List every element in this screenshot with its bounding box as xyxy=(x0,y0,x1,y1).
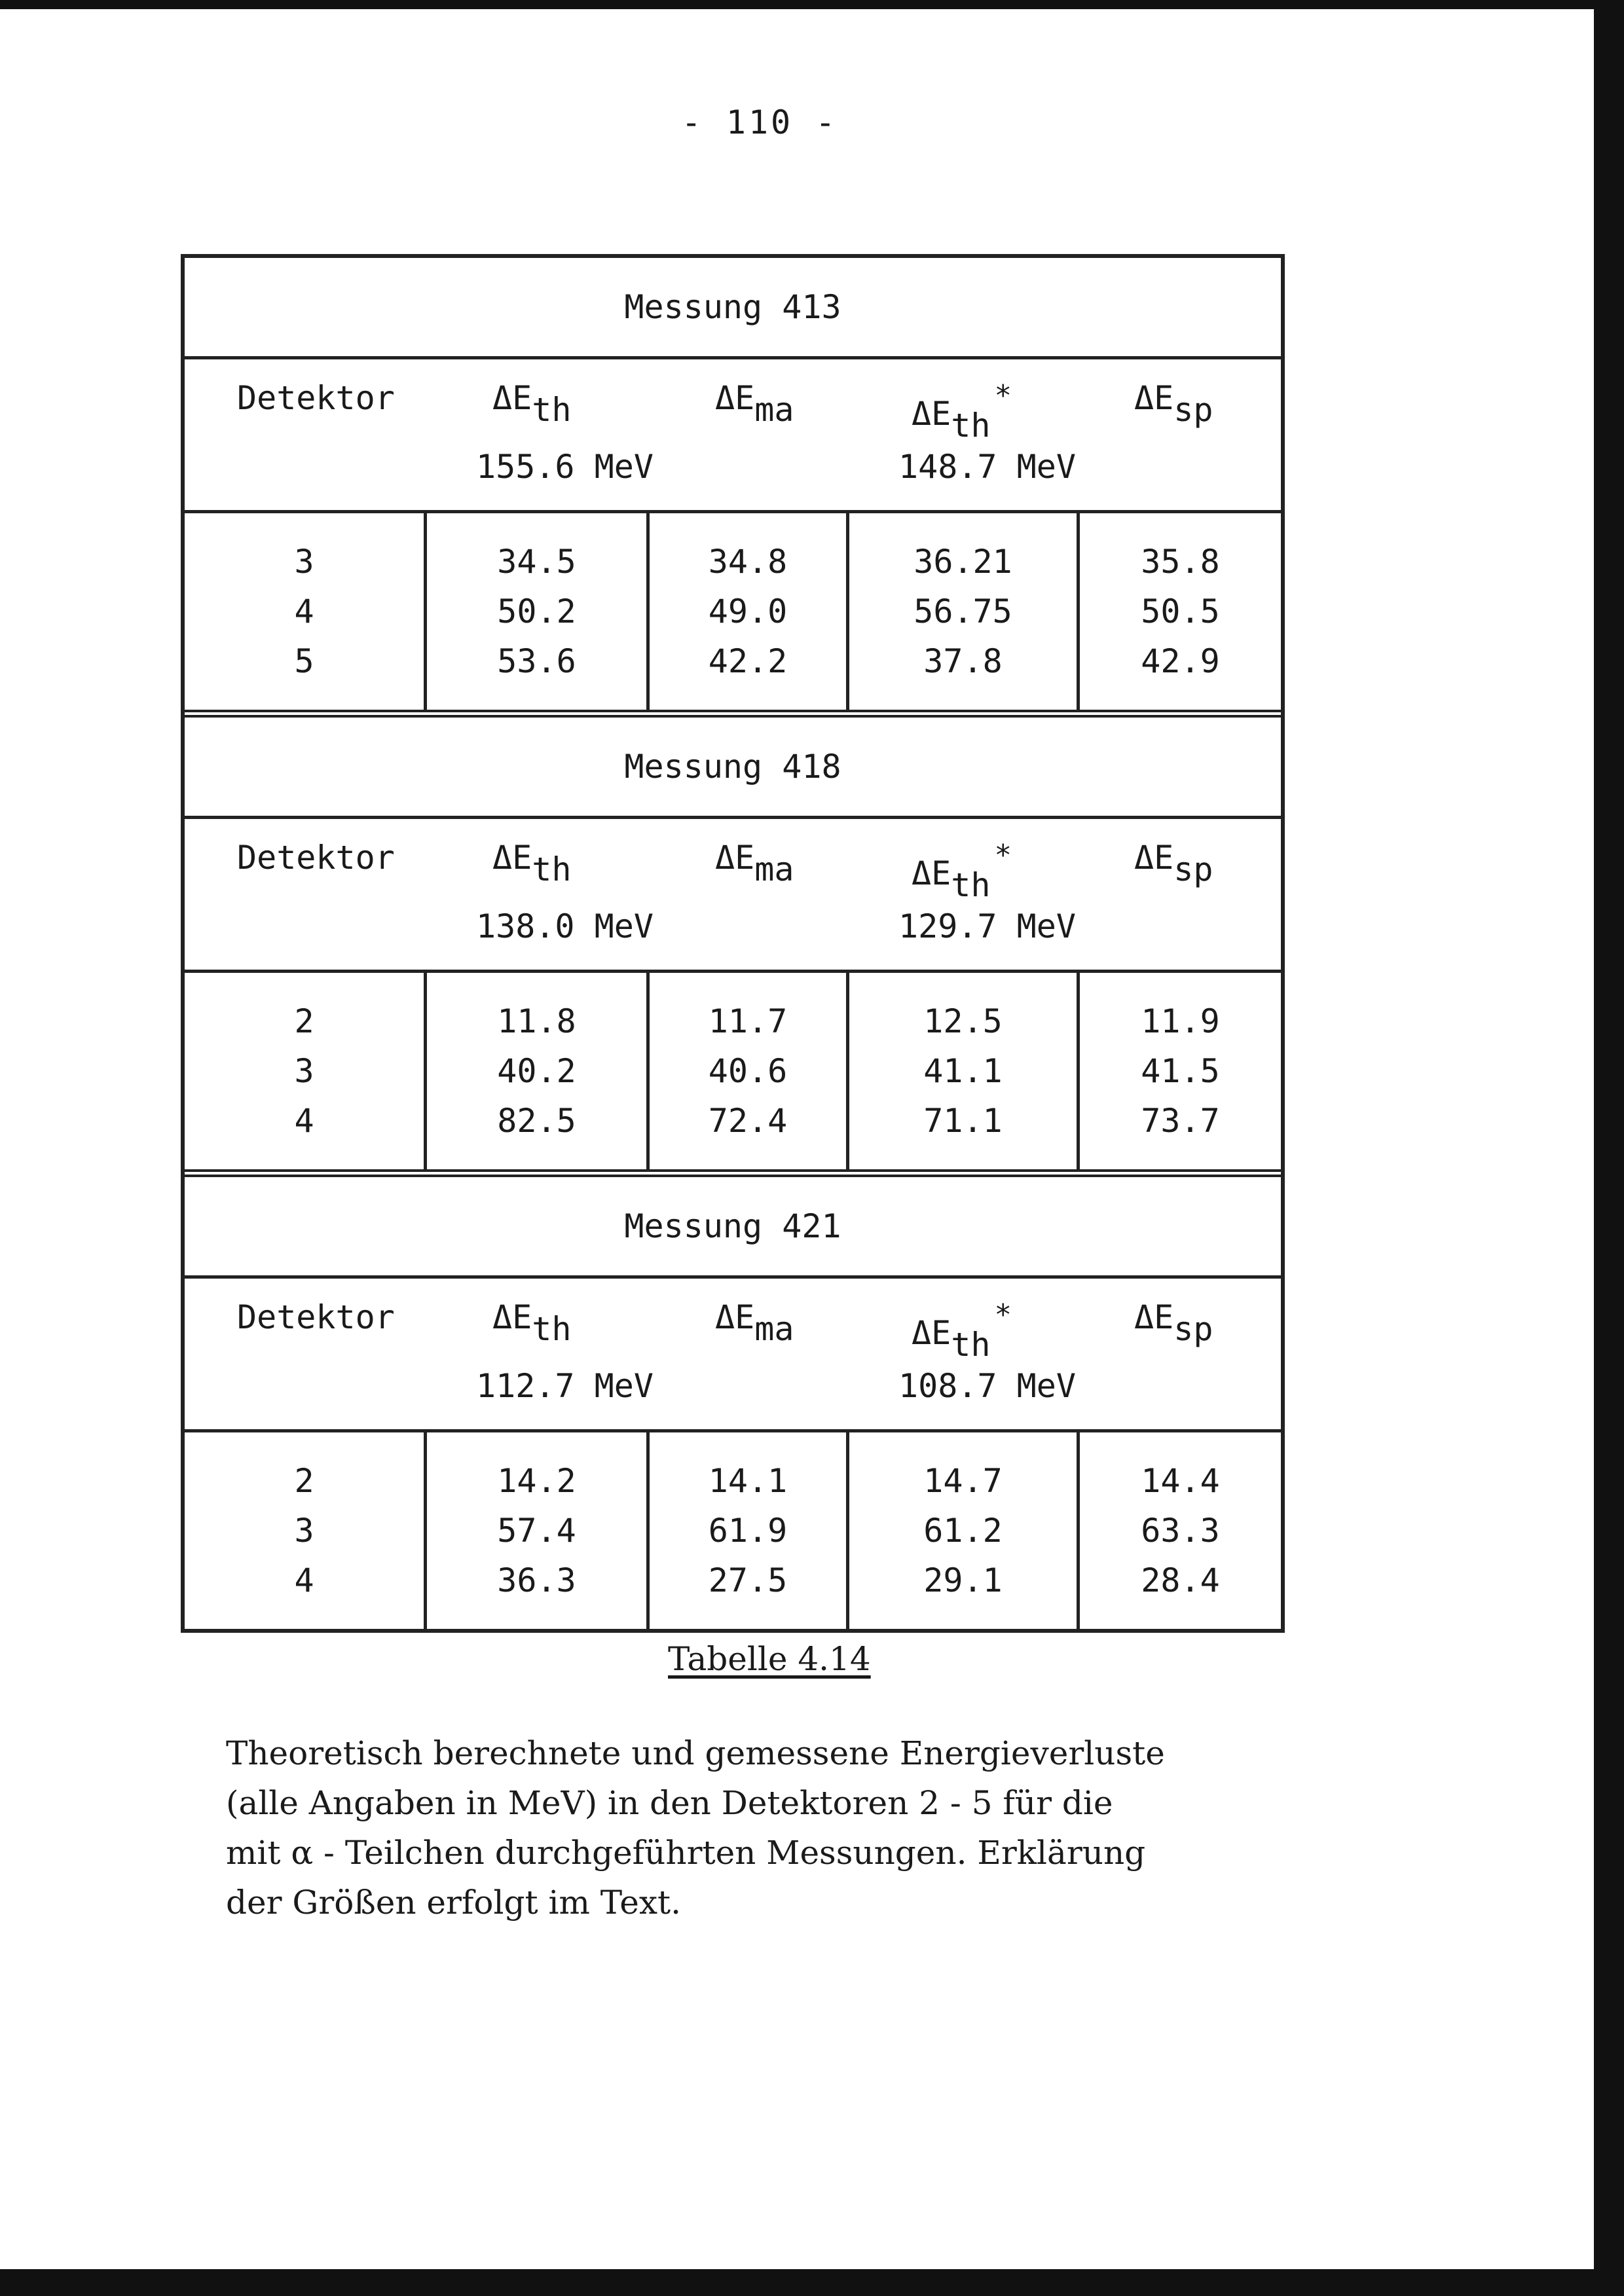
table-cell-value: 4 xyxy=(294,1561,314,1599)
header-e-th-star xyxy=(912,379,1012,445)
subscript: sp xyxy=(1173,1310,1213,1348)
energy-symbol: E xyxy=(931,854,951,892)
energy-symbol: E xyxy=(735,839,755,877)
delta-symbol: Δ xyxy=(1134,1298,1154,1336)
header-e-th xyxy=(492,839,571,888)
e-ma-column xyxy=(650,1432,849,1629)
asterisk: * xyxy=(994,1298,1012,1332)
table-cell-value: 2 xyxy=(294,1002,314,1040)
header-detektor: Detektor xyxy=(237,839,395,877)
table-cell-value: 4 xyxy=(294,592,314,630)
table-cell-value: 63.3 xyxy=(1141,1512,1220,1550)
delta-symbol: Δ xyxy=(492,1298,513,1336)
header-e-th-star xyxy=(912,1298,1012,1364)
description-line: der Größen erfolgt im Text. xyxy=(226,1884,682,1922)
subscript: sp xyxy=(1173,391,1213,429)
header-e-th xyxy=(492,379,571,429)
e-th-column xyxy=(427,973,650,1169)
e-th-star-column xyxy=(849,973,1080,1169)
table-cell-value: 71.1 xyxy=(923,1102,1003,1140)
description-line: Theoretisch berechnete und gemessene Energieverluste xyxy=(226,1734,1165,1772)
table-cell-value: 14.4 xyxy=(1141,1462,1220,1500)
e-sp-column xyxy=(1080,1432,1281,1629)
table-cell-value: 61.9 xyxy=(708,1512,788,1550)
table-cell-value: 49.0 xyxy=(708,592,788,630)
measurement-block xyxy=(185,258,1281,710)
header-e-sp xyxy=(1134,1298,1213,1348)
table-cell-value: 50.2 xyxy=(497,592,576,630)
delta-symbol: Δ xyxy=(912,1314,932,1352)
table-cell-value: 56.75 xyxy=(913,592,1012,630)
subscript: th xyxy=(951,866,991,904)
scan-edge-right xyxy=(1594,0,1624,2296)
table-cell-value: 34.8 xyxy=(708,543,788,581)
asterisk: * xyxy=(994,839,1012,872)
e-th-star-column xyxy=(849,513,1080,710)
page-number: - 110 - xyxy=(681,103,838,141)
table-cell-value: 50.5 xyxy=(1141,592,1220,630)
description-line: mit α - Teilchen durchgeführten Messungen. Erklärung xyxy=(226,1834,1146,1872)
detector-column xyxy=(185,513,427,710)
e-th-column xyxy=(427,1432,650,1629)
delta-symbol: Δ xyxy=(715,379,735,417)
table-cell-value: 2 xyxy=(294,1462,314,1500)
measurement-title: Messung 418 xyxy=(185,718,1281,819)
header-detektor: Detektor xyxy=(237,1298,395,1336)
energy-symbol: E xyxy=(1154,379,1174,417)
delta-symbol: Δ xyxy=(492,839,513,877)
table-cell-value: 3 xyxy=(294,543,314,581)
measurement-block xyxy=(185,1169,1281,1629)
energy-symbol: E xyxy=(735,1298,755,1336)
subscript: ma xyxy=(754,391,794,429)
table-cell-value: 37.8 xyxy=(923,642,1003,680)
e-sp-column xyxy=(1080,513,1281,710)
table-cell-value: 40.2 xyxy=(497,1052,576,1090)
e-th-column xyxy=(427,513,650,710)
header-energy-th-star: 148.7 MeV xyxy=(898,448,1076,486)
table-cell-value: 34.5 xyxy=(497,543,576,581)
table-description xyxy=(226,1728,1300,1927)
subscript: sp xyxy=(1173,850,1213,888)
header-e-sp xyxy=(1134,379,1213,429)
subscript: th xyxy=(532,850,572,888)
asterisk: * xyxy=(994,379,1012,412)
table-cell-value: 12.5 xyxy=(923,1002,1003,1040)
table-cell-value: 14.1 xyxy=(708,1462,788,1500)
table-cell-value: 40.6 xyxy=(708,1052,788,1090)
header-energy-th-star: 129.7 MeV xyxy=(898,907,1076,945)
table-cell-value: 11.7 xyxy=(708,1002,788,1040)
delta-symbol: Δ xyxy=(715,839,735,877)
measurement-title: Messung 421 xyxy=(185,1177,1281,1279)
header-energy-th-star: 108.7 MeV xyxy=(898,1367,1076,1405)
header-e-ma xyxy=(715,1298,794,1348)
table-cell-value: 53.6 xyxy=(497,642,576,680)
table-cell-value: 82.5 xyxy=(497,1102,576,1140)
table-cell-value: 11.9 xyxy=(1141,1002,1220,1040)
table-cell-value: 36.21 xyxy=(913,543,1012,581)
energy-symbol: E xyxy=(931,1314,951,1352)
table-cell-value: 41.1 xyxy=(923,1052,1003,1090)
table-cell-value: 72.4 xyxy=(708,1102,788,1140)
delta-symbol: Δ xyxy=(1134,839,1154,877)
subscript: th xyxy=(951,1326,991,1364)
delta-symbol: Δ xyxy=(912,854,932,892)
header-energy-th: 112.7 MeV xyxy=(476,1367,654,1405)
values-row xyxy=(185,973,1281,1169)
table-cell-value: 28.4 xyxy=(1141,1561,1220,1599)
e-ma-column xyxy=(650,973,849,1169)
header-e-sp xyxy=(1134,839,1213,888)
header-e-th xyxy=(492,1298,571,1348)
header-e-th-star xyxy=(912,839,1012,904)
header-e-ma xyxy=(715,839,794,888)
table-cell-value: 35.8 xyxy=(1141,543,1220,581)
table-cell-value: 14.2 xyxy=(497,1462,576,1500)
table-cell-value: 41.5 xyxy=(1141,1052,1220,1090)
scan-edge-bottom xyxy=(0,2269,1624,2296)
table-cell-value: 27.5 xyxy=(708,1561,788,1599)
column-header-row xyxy=(185,1279,1281,1432)
header-energy-th: 138.0 MeV xyxy=(476,907,654,945)
table-cell-value: 3 xyxy=(294,1052,314,1090)
delta-symbol: Δ xyxy=(1134,379,1154,417)
subscript: th xyxy=(532,391,572,429)
table-cell-value: 5 xyxy=(294,642,314,680)
table-cell-value: 4 xyxy=(294,1102,314,1140)
detector-column xyxy=(185,973,427,1169)
energy-symbol: E xyxy=(1154,839,1174,877)
energy-symbol: E xyxy=(1154,1298,1174,1336)
column-header-row xyxy=(185,819,1281,973)
values-row xyxy=(185,513,1281,710)
e-sp-column xyxy=(1080,973,1281,1169)
scan-edge-top xyxy=(0,0,1624,9)
subscript: th xyxy=(532,1310,572,1348)
table-cell-value: 29.1 xyxy=(923,1561,1003,1599)
subscript: ma xyxy=(754,850,794,888)
table-cell-value: 11.8 xyxy=(497,1002,576,1040)
subscript: th xyxy=(951,407,991,445)
delta-symbol: Δ xyxy=(912,395,932,433)
values-row xyxy=(185,1432,1281,1629)
delta-symbol: Δ xyxy=(492,379,513,417)
delta-symbol: Δ xyxy=(715,1298,735,1336)
subscript: ma xyxy=(754,1310,794,1348)
table-cell-value: 36.3 xyxy=(497,1561,576,1599)
table-cell-value: 61.2 xyxy=(923,1512,1003,1550)
table-cell-value: 14.7 xyxy=(923,1462,1003,1500)
header-energy-th: 155.6 MeV xyxy=(476,448,654,486)
energy-symbol: E xyxy=(512,839,532,877)
energy-symbol: E xyxy=(931,395,951,433)
measurement-title: Messung 413 xyxy=(185,258,1281,359)
energy-loss-table xyxy=(181,254,1285,1633)
table-cell-value: 3 xyxy=(294,1512,314,1550)
column-header-row xyxy=(185,359,1281,513)
table-caption: Tabelle 4.14 xyxy=(668,1640,871,1678)
energy-symbol: E xyxy=(735,379,755,417)
e-th-star-column xyxy=(849,1432,1080,1629)
table-cell-value: 57.4 xyxy=(497,1512,576,1550)
measurement-block xyxy=(185,710,1281,1169)
header-detektor: Detektor xyxy=(237,379,395,417)
table-cell-value: 73.7 xyxy=(1141,1102,1220,1140)
e-ma-column xyxy=(650,513,849,710)
energy-symbol: E xyxy=(512,1298,532,1336)
table-cell-value: 42.2 xyxy=(708,642,788,680)
table-cell-value: 42.9 xyxy=(1141,642,1220,680)
description-line: (alle Angaben in MeV) in den Detektoren 2 - 5 für die xyxy=(226,1784,1113,1822)
header-e-ma xyxy=(715,379,794,429)
energy-symbol: E xyxy=(512,379,532,417)
detector-column xyxy=(185,1432,427,1629)
